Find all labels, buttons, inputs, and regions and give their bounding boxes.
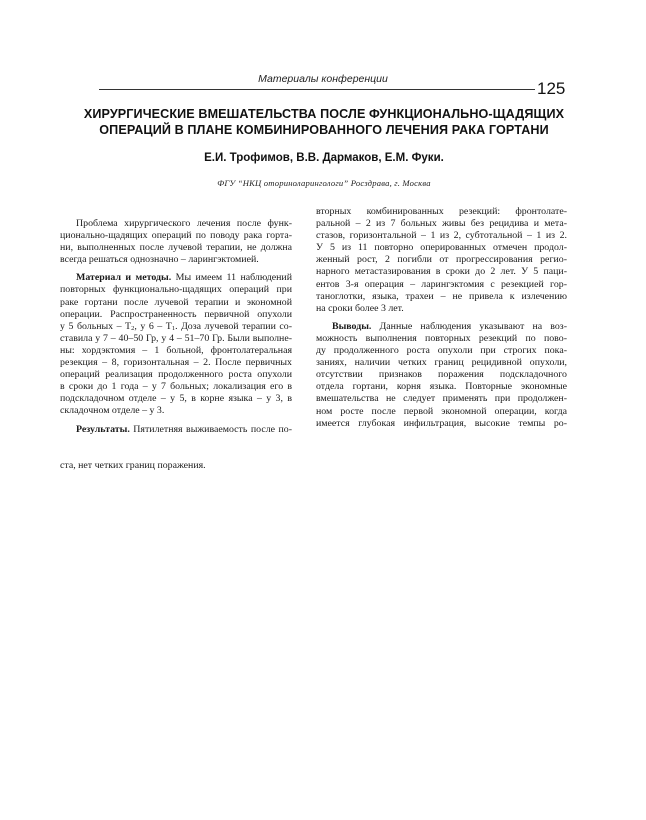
header-rule — [99, 89, 535, 90]
text-line: Проблема хирургического лечения после функ- — [76, 218, 292, 229]
text-line: операции. Распространенность первичной опухоли — [60, 308, 292, 320]
text-line: ду продолженного роста опухоли при строгих пока- — [316, 345, 567, 357]
tail-paragraph — [60, 460, 292, 472]
authors: Е.И. Трофимов, В.В. Дармаков, Е.М. Фуки. — [204, 152, 444, 164]
text-run: Данные наблюдения указывают на воз- — [371, 320, 567, 332]
right-column — [316, 206, 567, 430]
text-line: вмешательства не следует применять при продолжен- — [316, 393, 567, 405]
text-line: заниях, наличии четких границ рецидивной опухоли, — [316, 357, 567, 369]
text-line: ентов 3-я операция – ларингэктомия с резекцией гор- — [316, 278, 567, 290]
left-column — [60, 218, 292, 436]
text-line: складочном отделе – у 3. — [60, 405, 165, 417]
text-run: у 5 больных – Т — [60, 320, 132, 332]
conclusions-heading: Выводы. — [332, 320, 372, 332]
text-line: операций реализация продолженного роста опухоли — [60, 369, 292, 381]
text-line: ставила у 7 – 40–50 Гр, у 4 – 51–70 Гр. Были выполне- — [60, 332, 292, 344]
page-number: 125 — [537, 79, 566, 98]
article-title — [60, 106, 588, 138]
text-line: ционально-щадящих операций по поводу рака горта- — [60, 230, 292, 242]
text-line: таноглотки, языка, трахеи – не привела к излечению — [316, 290, 567, 302]
results-heading: Результаты. — [76, 423, 130, 435]
text-line: в сроки до 1 года – у 7 больных; локализация его в — [60, 381, 292, 393]
text-line: ном росте после первой экономной операции, когда — [316, 405, 567, 417]
running-head: Материалы конференции — [258, 73, 388, 85]
text-line: на сроки более 3 лет. — [316, 302, 404, 314]
text-line: женный рост, 2 погибли от прогрессирования регио- — [316, 254, 567, 266]
title-line-2: ОПЕРАЦИЙ В ПЛАНЕ КОМБИНИРОВАННОГО ЛЕЧЕНИЯ РАКА ГОРТАНИ — [99, 123, 549, 137]
subscript: 2 — [131, 324, 135, 332]
text-run: . Доза лучевой терапии со- — [175, 320, 292, 332]
subscript: 1 — [171, 324, 176, 332]
text-line: имеется глубокая инфильтрация, высокие темпы ро- — [316, 417, 567, 429]
text-line: раке гортани после лучевой терапии и экономной — [60, 296, 292, 308]
methods-heading: Материал и методы. — [76, 272, 172, 284]
text-line: можность выполнения повторных резекций по пово- — [316, 332, 567, 344]
text-line: отдела гортани, корня языка. Повторные экономные — [316, 381, 567, 393]
methods-first-line — [60, 272, 292, 284]
text-line: ста, нет четких границ поражения. — [60, 460, 206, 471]
text-line: всегда решаться однозначно – ларингэктомией. — [60, 254, 259, 266]
conclusions-first-line — [316, 321, 567, 333]
title-line-1: ХИРУРГИЧЕСКИЕ ВМЕШАТЕЛЬСТВА ПОСЛЕ ФУНКЦИОНАЛЬНО-ЩАДЯЩИХ — [83, 107, 565, 121]
text-line: подскладочном отделе – у 5, в корне языка – у 3, в — [60, 393, 292, 405]
text-line: вторных комбинированных резекций: фронтолате- — [316, 206, 567, 217]
text-line: повторных функционально-щадящих операций при — [60, 284, 292, 296]
text-line: У 5 из 11 повторно оперированных отмечен продол- — [316, 242, 567, 254]
text-line: ральной – 2 из 7 больных живы без рецидива и мета- — [316, 218, 567, 230]
text-line: ни, выполненных после лучевой терапии, не должна — [60, 242, 292, 254]
text-line: ны: хордэктомия – 1 больной, фронтолатеральная — [60, 344, 292, 356]
text-run: Мы имеем 11 наблюдений — [171, 272, 292, 284]
affiliation: ФГУ “НКЦ оториноларингологи” Росздрава, г. Москва — [217, 178, 431, 188]
text-line: нарного метастазирования в сроки до 2 лет. У 5 паци- — [316, 266, 567, 278]
text-line: резекция – 8, горизонтальная – 2. После первичных — [60, 357, 292, 369]
text-line: отсутствии признаков поражения подскладочного — [316, 369, 567, 381]
text-line: стазов, горизонтальной – 1 из 2, субтотальной – 1 из 2. — [316, 230, 567, 242]
text-run: Пятилетняя выживаемость после по- — [129, 423, 292, 435]
results-first-line — [60, 424, 292, 436]
text-line — [60, 321, 292, 333]
text-run: , у 6 – Т — [134, 320, 172, 332]
